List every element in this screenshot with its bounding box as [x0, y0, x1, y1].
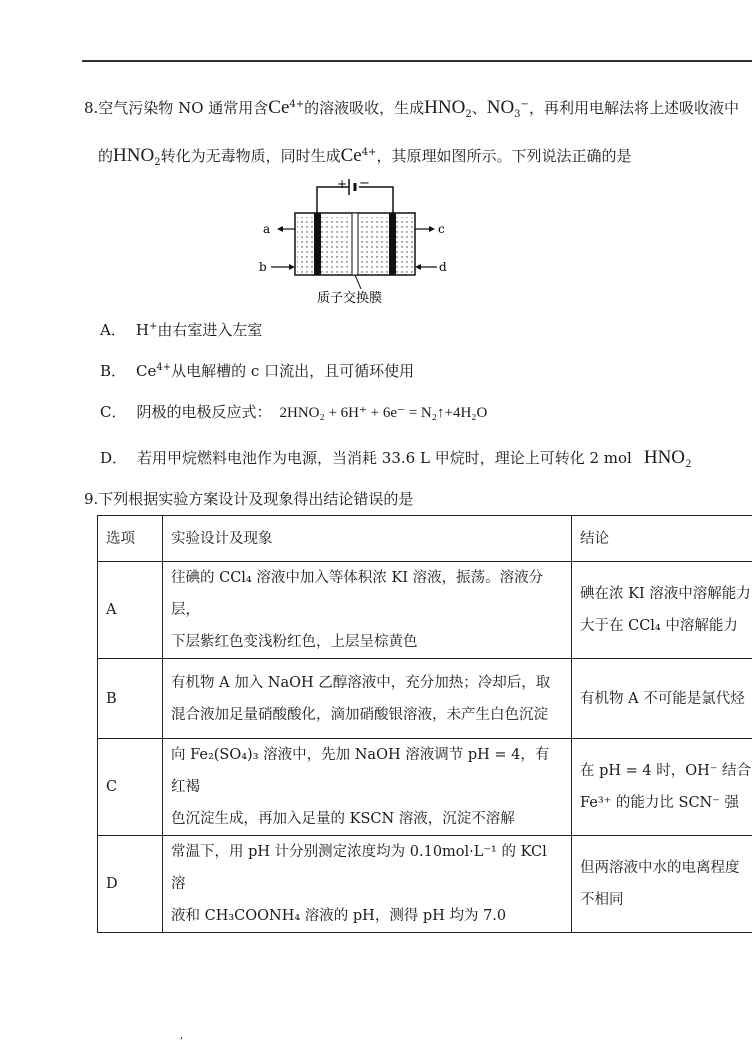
- table-header-row: [98, 516, 752, 562]
- port-c-arrowhead: [429, 226, 435, 232]
- row-option: A: [98, 562, 163, 659]
- plus-sign: +: [337, 177, 348, 191]
- membrane-pointer: [355, 275, 361, 289]
- q8-stem-line-1: 8.空气污染物 NO 通常用含$Ce^{4+}$的溶液吸收，生成$HNO_2$、$NO_3^-$，再利用电解法将上述吸收液中: [84, 97, 739, 120]
- row-conclusion: 碘在浓 KI 溶液中溶解能力 大于在 CCl₄ 中溶解能力: [572, 562, 752, 659]
- q8-option-a: A． H+由右室进入左室: [100, 321, 263, 339]
- header-option: 选项: [98, 516, 163, 562]
- row-option: B: [98, 659, 163, 739]
- port-b-arrowhead: [289, 264, 295, 270]
- row-design: 往碘的 CCl₄ 溶液中加入等体积浓 KI 溶液，振荡。溶液分层， 下层紫红色变浅粉红色，上层呈棕黄色: [163, 562, 572, 659]
- right-electrode: [389, 213, 396, 275]
- q8-stem-line-2: 的$HNO_2$转化为无毒物质，同时生成$Ce^{4+}$，其原理如图所示。下列说法正确的是: [98, 145, 632, 168]
- row-option: D: [98, 836, 163, 933]
- proton-exchange-membrane: [352, 213, 358, 275]
- q8-option-b: B． $Ce^{4+}$从电解槽的 c 口流出，且可循环使用: [100, 362, 415, 380]
- row-conclusion: 有机物 A 不可能是氯代烃: [572, 659, 752, 739]
- row-design: 有机物 A 加入 NaOH 乙醇溶液中，充分加热；冷却后，取 混合液加足量硝酸酸化，滴加硝酸银溶液，未产生白色沉淀: [163, 659, 572, 739]
- membrane-label: 质子交换膜: [317, 291, 383, 305]
- port-d-arrowhead: [415, 264, 421, 270]
- header-conclusion: 结论: [572, 516, 752, 562]
- row-design: 向 Fe₂(SO₄)₃ 溶液中，先加 NaOH 溶液调节 pH = 4，有红褐 色沉淀生成，再加入足量的 KSCN 溶液，沉淀不溶解: [163, 739, 572, 836]
- minus-sign: −: [359, 176, 370, 191]
- row-design: 常温下，用 pH 计分别测定浓度均为 0.10mol·L⁻¹ 的 KCl 溶 液和 CH₃COONH₄ 溶液的 pH，测得 pH 均为 7.0: [163, 836, 572, 933]
- label-a: a: [263, 222, 271, 236]
- row-option: C: [98, 739, 163, 836]
- q9-title: 9.下列根据实验方案设计及现象得出结论错误的是: [84, 490, 414, 508]
- port-a-arrowhead: [277, 226, 283, 232]
- header-design: 实验设计及现象: [163, 516, 572, 562]
- label-b: b: [259, 260, 267, 274]
- row-conclusion: 在 pH = 4 时，OH⁻ 结合 Fe³⁺ 的能力比 SCN⁻ 强: [572, 739, 752, 836]
- electrolysis-diagram: [255, 175, 455, 305]
- label-d: d: [439, 260, 447, 274]
- table-row: [98, 739, 752, 836]
- table-row: [98, 562, 752, 659]
- table-row: [98, 659, 752, 739]
- q8-option-d: D． 若用甲烷燃料电池作为电源，当消耗 33.6 L 甲烷时，理论上可转化 2 mol HNO₂: [100, 447, 692, 468]
- q9-table: [97, 515, 752, 933]
- q8-option-c: C． 阴极的电极反应式： 2HNO₂ + 6H⁺ + 6e⁻ = N₂↑+4H₂O: [100, 403, 488, 421]
- left-electrode: [314, 213, 321, 275]
- top-rule: [82, 60, 752, 62]
- label-c: c: [438, 222, 445, 236]
- row-conclusion: 但两溶液中水的电离程度 不相同: [572, 836, 752, 933]
- page-mark: ,: [180, 1030, 184, 1041]
- table-row: [98, 836, 752, 933]
